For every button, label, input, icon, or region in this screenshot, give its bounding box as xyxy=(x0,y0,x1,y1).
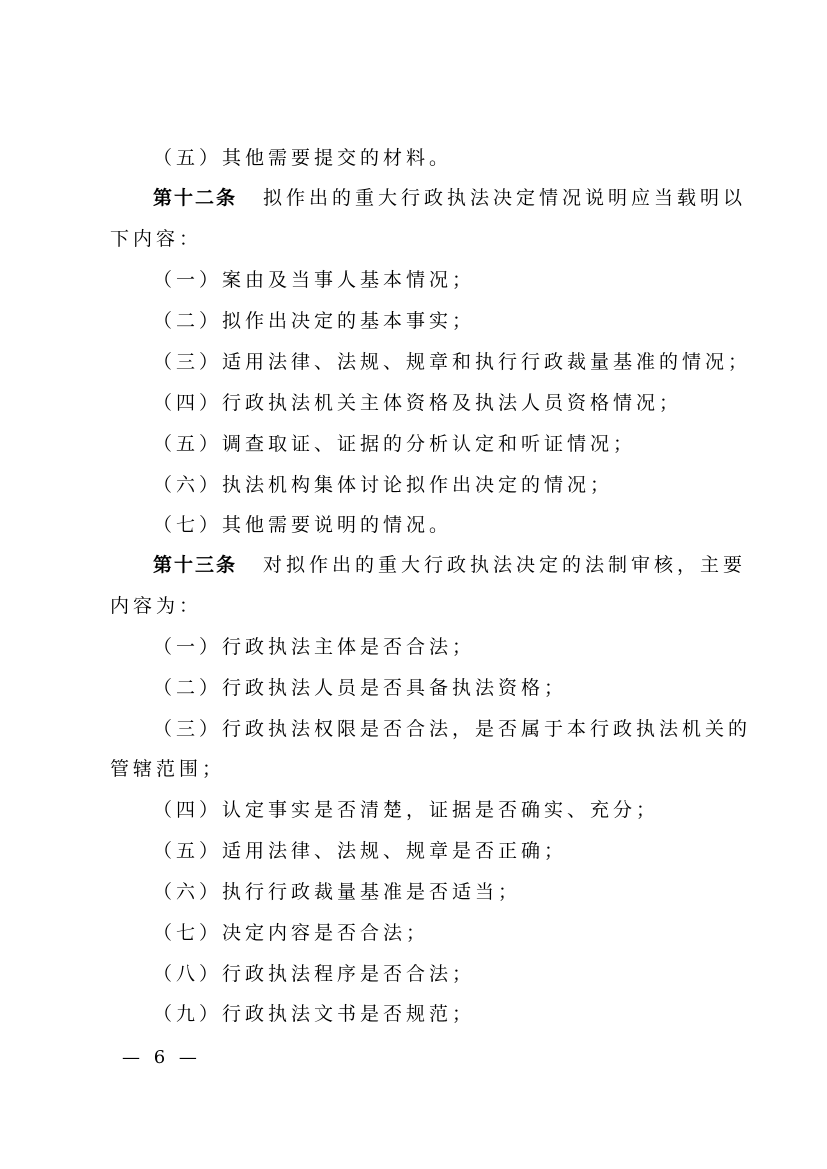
article-text: 对拟作出的重大行政执法决定的法制审核，主要 xyxy=(263,554,747,576)
list-item: （四）认定事实是否清楚，证据是否确实、充分； xyxy=(153,799,660,821)
paragraph-line: （五）其他需要提交的材料。 xyxy=(153,147,453,169)
list-item: （五）调查取证、证据的分析认定和听证情况； xyxy=(153,433,637,455)
list-item: （七）其他需要说明的情况。 xyxy=(153,514,453,536)
article-text: 拟作出的重大行政执法决定情况说明应当载明以 xyxy=(263,187,747,209)
paragraph-line: 下内容： xyxy=(110,228,203,250)
list-item: （七）决定内容是否合法； xyxy=(153,922,430,944)
list-item: （九）行政执法文书是否规范； xyxy=(153,1003,476,1025)
article-heading: 第十三条 xyxy=(153,554,238,576)
article-12-line xyxy=(153,186,746,210)
paragraph-line: 管辖范围； xyxy=(110,758,226,780)
list-item: （三）行政执法权限是否合法，是否属于本行政执法机关的 xyxy=(153,718,752,740)
list-item: （六）执行行政裁量基准是否适当； xyxy=(153,881,522,903)
list-item: （五）适用法律、法规、规章是否正确； xyxy=(153,840,568,862)
list-item: （八）行政执法程序是否合法； xyxy=(153,963,476,985)
list-item: （一）案由及当事人基本情况； xyxy=(153,269,476,291)
page-number: — 6 — xyxy=(122,1047,201,1068)
list-item: （二）拟作出决定的基本事实； xyxy=(153,310,476,332)
paragraph-line: 内容为： xyxy=(110,595,203,617)
list-item: （六）执法机构集体讨论拟作出决定的情况； xyxy=(153,474,614,496)
list-item: （三）适用法律、法规、规章和执行行政裁量基准的情况； xyxy=(153,351,752,373)
list-item: （一）行政执法主体是否合法； xyxy=(153,636,476,658)
article-13-line xyxy=(153,553,746,577)
list-item: （四）行政执法机关主体资格及执法人员资格情况； xyxy=(153,392,683,414)
article-heading: 第十二条 xyxy=(153,187,238,209)
list-item: （二）行政执法人员是否具备执法资格； xyxy=(153,677,568,699)
